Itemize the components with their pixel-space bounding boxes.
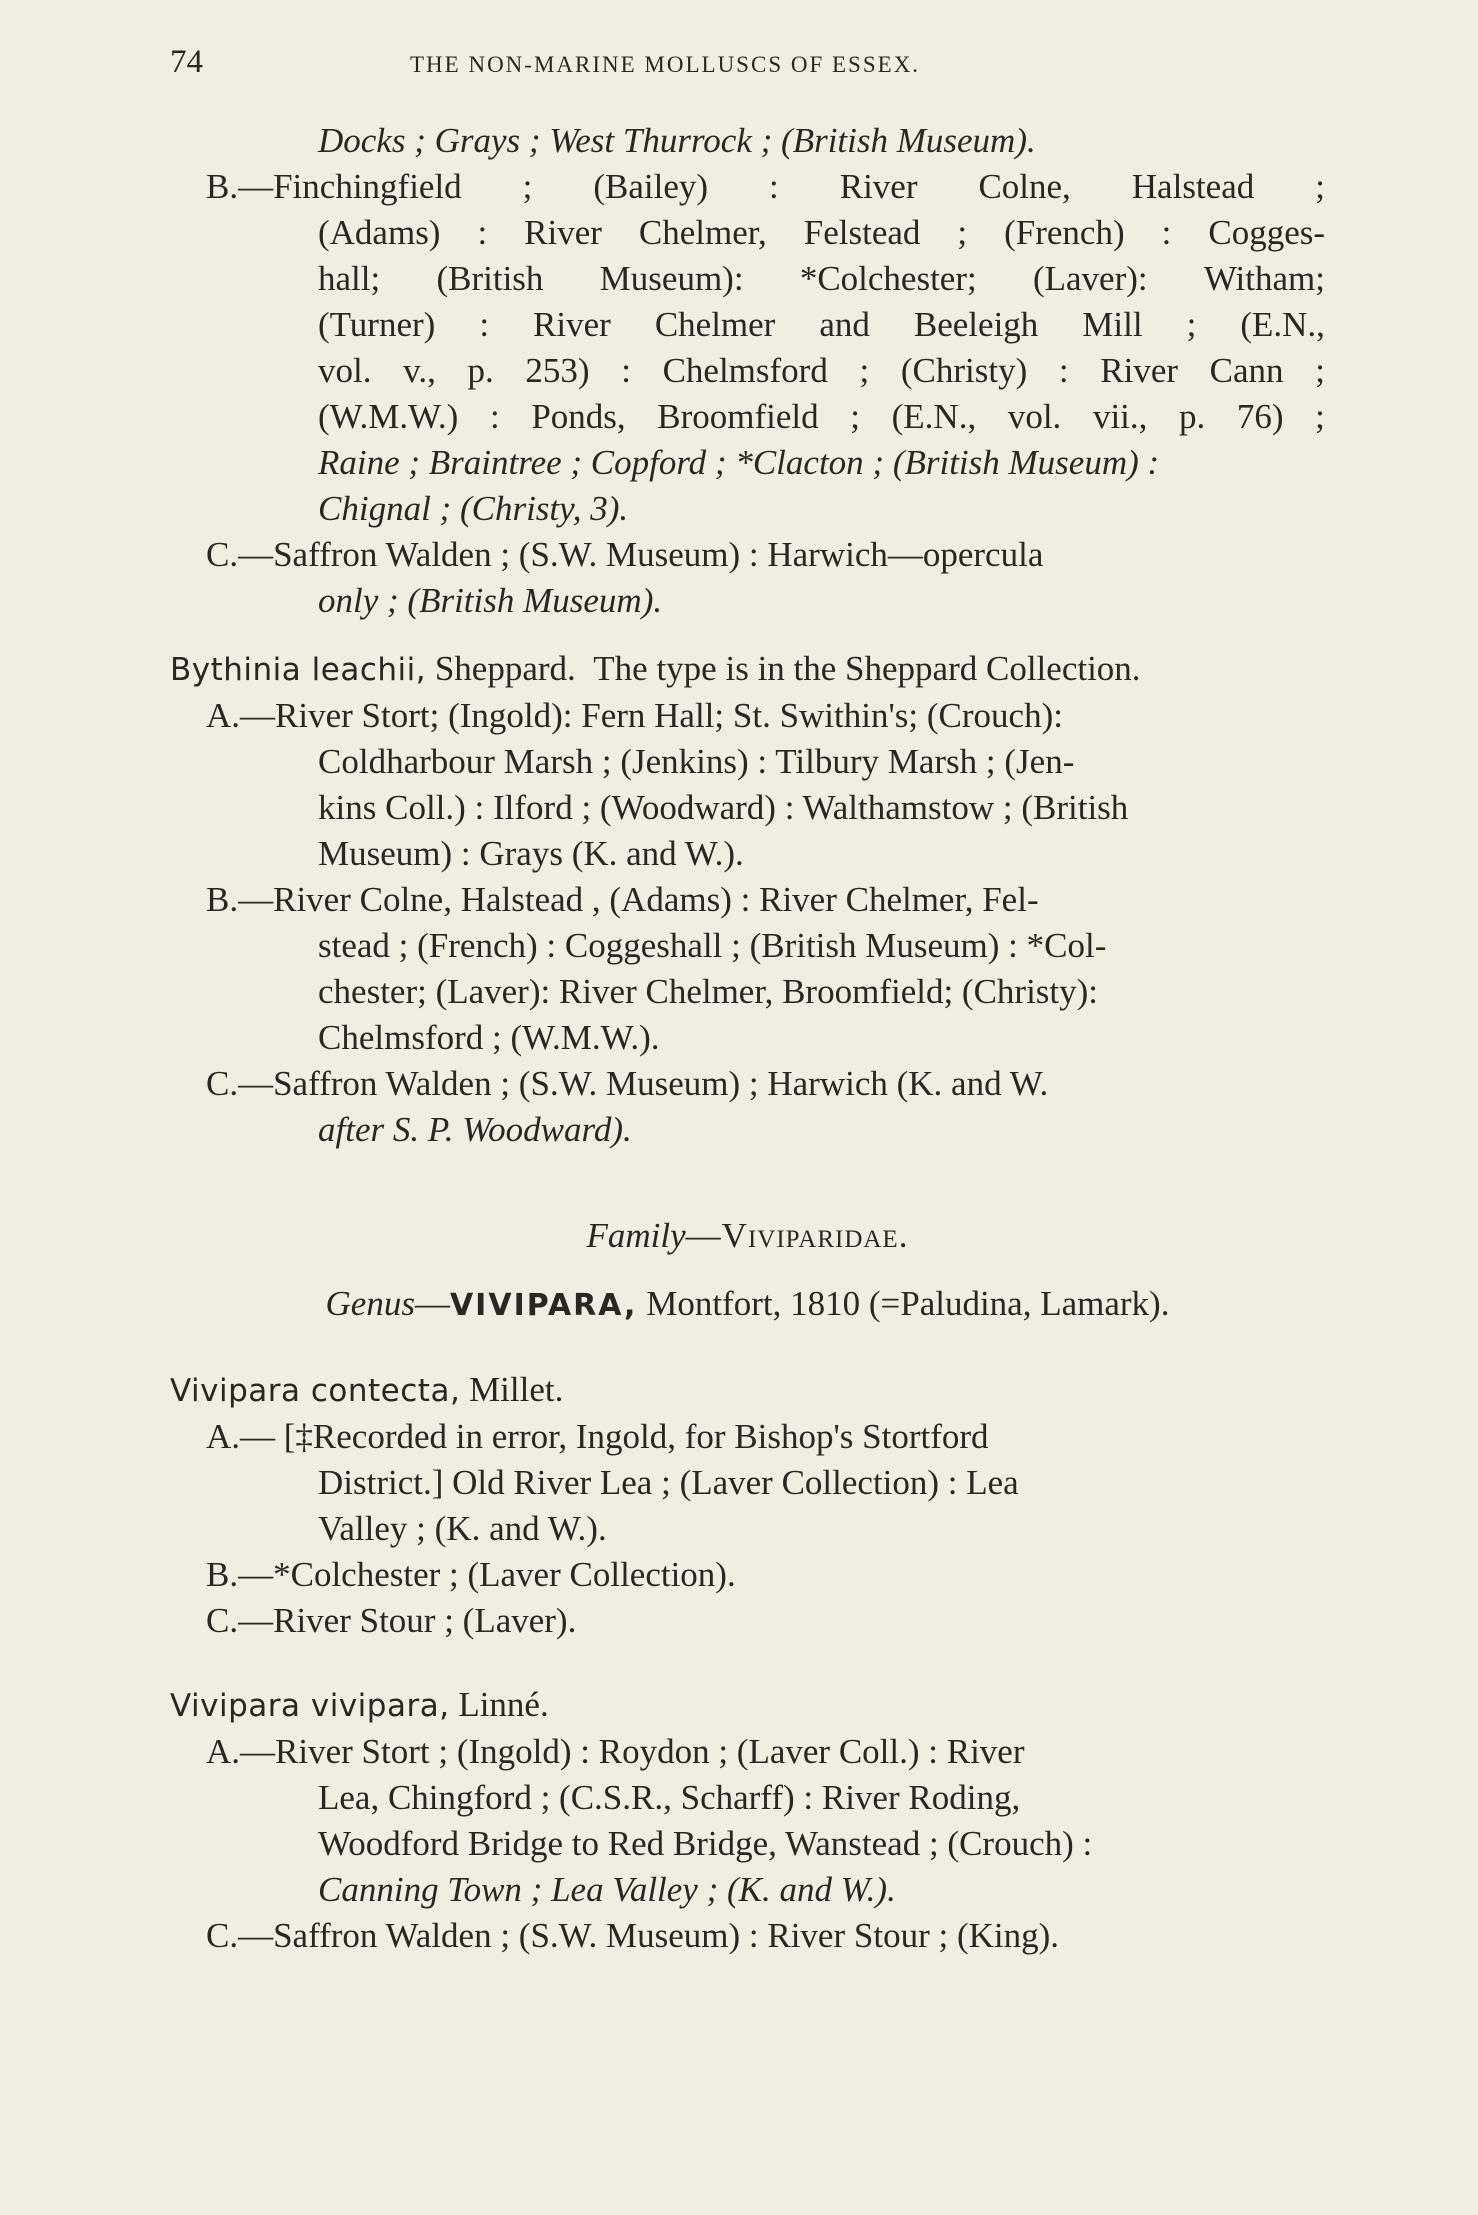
locality-line: Raine ; Braintree ; Copford ; *Clacton ; (British Museum) : bbox=[318, 443, 1160, 482]
family-label: Family bbox=[586, 1216, 686, 1255]
locality-line: Chignal ; (Christy, 3). bbox=[318, 489, 629, 528]
running-title: THE NON-MARINE MOLLUSCS OF ESSEX. bbox=[410, 52, 921, 77]
continued-locality-line: Docks ; Grays ; West Thurrock ; (British Museum). bbox=[318, 121, 1036, 160]
locality-block-b bbox=[170, 164, 1325, 532]
species-name: Vivipara contecta, bbox=[170, 1373, 461, 1409]
family-name: —Viviparidae. bbox=[685, 1216, 909, 1255]
locality-line: A.—River Stort ; (Ingold) : Roydon ; (Laver Coll.) : River bbox=[206, 1732, 1025, 1771]
locality-line: District.] Old River Lea ; (Laver Collection) : Lea bbox=[318, 1463, 1019, 1502]
locality-line: B.—Finchingfield ; (Bailey) : River Colne, Halstead ; bbox=[206, 167, 1325, 206]
locality-line: C.—Saffron Walden ; (S.W. Museum) : Harwich—opercula bbox=[206, 535, 1044, 574]
locality-line: Lea, Chingford ; (C.S.R., Scharff) : River Roding, bbox=[318, 1778, 1021, 1817]
locality-line: (Adams) : River Chelmer, Felstead ; (French) : Cogges- bbox=[318, 213, 1325, 252]
species-author: Linné. bbox=[458, 1685, 549, 1724]
locality-line: A.—River Stort; (Ingold): Fern Hall; St. Swithin's; (Crouch): bbox=[206, 696, 1063, 735]
locality-line: Coldharbour Marsh ; (Jenkins) : Tilbury Marsh ; (Jen- bbox=[318, 742, 1075, 781]
locality-line: Chelmsford ; (W.M.W.). bbox=[318, 1018, 660, 1057]
genus-heading: Genus—VIVIPARA, Montfort, 1810 (=Paludina, Lamark). bbox=[325, 1284, 1170, 1323]
genus-authority: Montfort, 1810 (=Paludina, Lamark). bbox=[646, 1284, 1170, 1323]
locality-line: stead ; (French) : Coggeshall ; (British Museum) : *Col- bbox=[318, 926, 1107, 965]
locality-line: Museum) : Grays (K. and W.). bbox=[318, 834, 744, 873]
species-note: The type is in the Sheppard Collection. bbox=[593, 649, 1141, 688]
locality-line: after S. P. Woodward). bbox=[318, 1110, 632, 1149]
locality-line: vol. v., p. 253) : Chelmsford ; (Christy) : River Cann ; bbox=[318, 351, 1325, 390]
page-body bbox=[170, 118, 1325, 1959]
species-entry-vivipara-contecta bbox=[170, 1367, 1325, 1644]
species-author: Sheppard. bbox=[434, 649, 576, 688]
locality-line: hall; (British Museum): *Colchester; (Laver): Witham; bbox=[318, 259, 1325, 298]
locality-line: C.—Saffron Walden ; (S.W. Museum) ; Harwich (K. and W. bbox=[206, 1064, 1049, 1103]
species-name: Vivipara vivipara, bbox=[170, 1688, 450, 1724]
species-entry-bythinia-leachii bbox=[170, 646, 1325, 1153]
locality-line: chester; (Laver): River Chelmer, Broomfield; (Christy): bbox=[318, 972, 1099, 1011]
locality-line: (W.M.W.) : Ponds, Broomfield ; (E.N., vol. vii., p. 76) ; bbox=[318, 397, 1325, 436]
family-heading bbox=[170, 1213, 1325, 1259]
locality-line: Woodford Bridge to Red Bridge, Wanstead ; (Crouch) : bbox=[318, 1824, 1093, 1863]
locality-line: kins Coll.) : Ilford ; (Woodward) : Walthamstow ; (British bbox=[318, 788, 1129, 827]
species-name: Bythinia leachii, bbox=[170, 652, 427, 688]
locality-line: A.— [‡Recorded in error, Ingold, for Bishop's Stortford bbox=[206, 1417, 989, 1456]
locality-block-c bbox=[170, 532, 1325, 624]
locality-line: C.—River Stour ; (Laver). bbox=[206, 1601, 577, 1640]
species-entry-vivipara-vivipara bbox=[170, 1682, 1325, 1959]
page-number: 74 bbox=[170, 44, 203, 80]
locality-line: (Turner) : River Chelmer and Beeleigh Mill ; (E.N., bbox=[318, 305, 1325, 344]
page-header bbox=[170, 44, 1320, 84]
locality-line: only ; (British Museum). bbox=[318, 581, 663, 620]
genus-label: Genus bbox=[325, 1284, 415, 1323]
locality-line: Canning Town ; Lea Valley ; (K. and W.). bbox=[318, 1870, 896, 1909]
species-author: Millet. bbox=[469, 1370, 564, 1409]
genus-name: VIVIPARA, bbox=[449, 1288, 638, 1323]
locality-line: C.—Saffron Walden ; (S.W. Museum) : River Stour ; (King). bbox=[206, 1916, 1060, 1955]
locality-line: Valley ; (K. and W.). bbox=[318, 1509, 607, 1548]
locality-line: B.—River Colne, Halstead , (Adams) : River Chelmer, Fel- bbox=[206, 880, 1039, 919]
locality-line: B.—*Colchester ; (Laver Collection). bbox=[206, 1555, 736, 1594]
